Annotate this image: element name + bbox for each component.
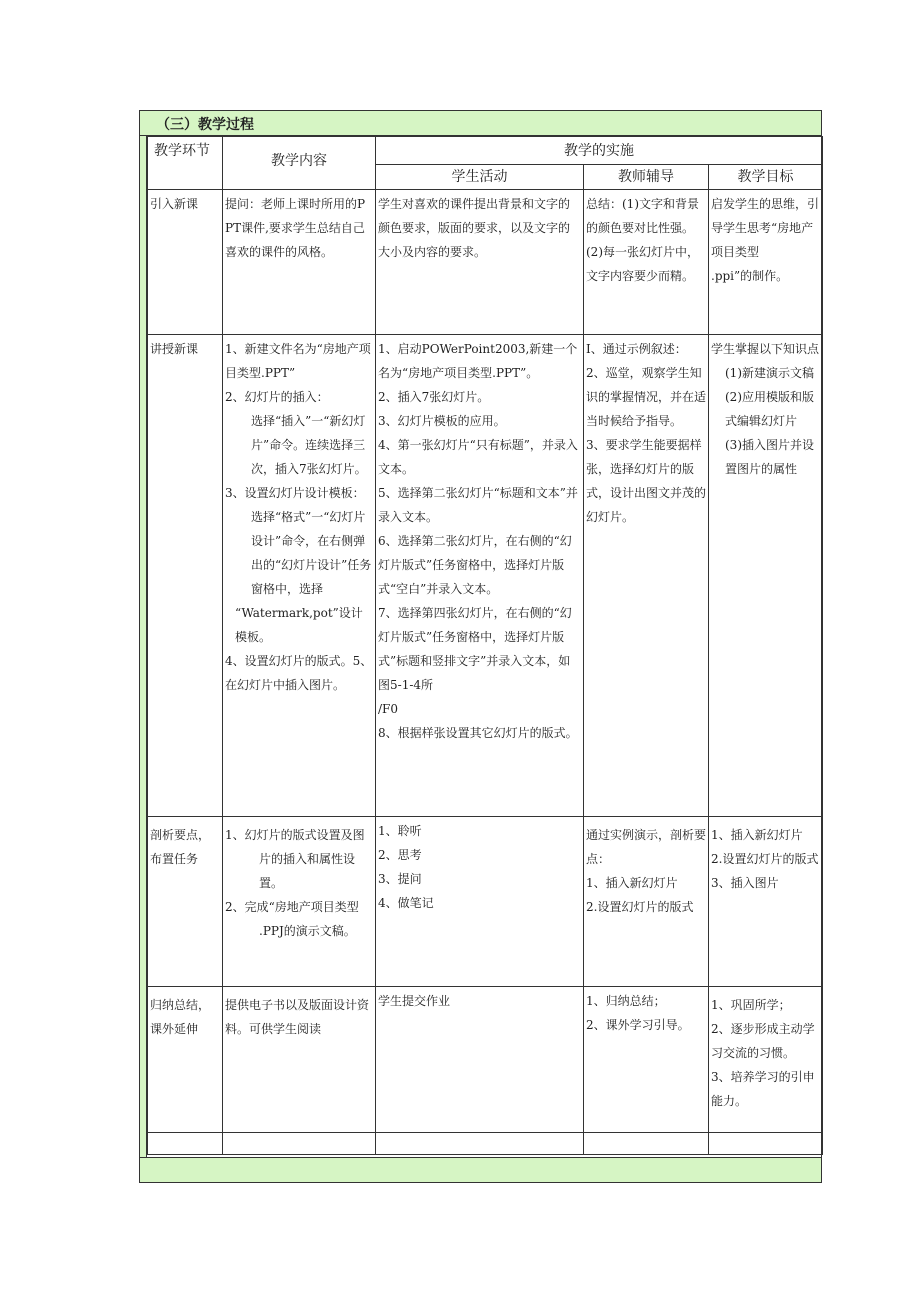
- goal-text: .ppi”的制作。: [711, 269, 789, 283]
- teacher-text: (2)每一张幻灯片中，文字内容要少而精。: [586, 245, 699, 283]
- content-text: “Watermark,pot”设计模板。: [235, 606, 363, 644]
- stage-text: 归纳总结，课外延伸: [150, 998, 211, 1036]
- student-cell: [376, 817, 584, 987]
- goal-cell: [709, 190, 823, 335]
- teacher-text: 1、插入新幻灯片: [586, 876, 678, 890]
- teacher-text: 总结：(1)文字和背景的颜色要对比性强。: [586, 197, 699, 235]
- content-cell: [223, 335, 376, 817]
- student-text: 5、选择第二张幻灯片“标题和文本”并录入文本。: [378, 486, 578, 524]
- student-text: 学生对喜欢的课件提出背景和文字的颜色要求，版面的要求，以及文字的大小及内容的要求。: [378, 197, 571, 259]
- table-row: [148, 190, 823, 335]
- content-text: 2、幻灯片的插入：: [225, 390, 329, 404]
- header-teacher: 教师辅导: [584, 165, 709, 190]
- stage-cell: [148, 817, 223, 987]
- goal-cell: [709, 817, 823, 987]
- stage-text: 剖析要点，布置任务: [150, 828, 211, 866]
- teacher-text: I、通过示例叙述：2、巡堂，观察学生知识的掌握情况，并在适当时候给予指导。: [586, 342, 707, 428]
- student-text: 8、根据样张设置其它幻灯片的版式。: [378, 726, 578, 740]
- goal-text: 1、巩固所学；: [711, 998, 791, 1012]
- student-text: 1、聆听: [378, 824, 422, 838]
- content-text: 提问：老师上课时所用的PPT课件,要求学生总结自己喜欢的课件的风格。: [225, 197, 366, 259]
- table-row: [148, 335, 823, 817]
- left-margin-strip: [139, 136, 147, 1157]
- student-text: /F0: [378, 702, 399, 716]
- empty-cell: [223, 1133, 376, 1155]
- content-cell: [223, 190, 376, 335]
- header-goal: 教学目标: [709, 165, 823, 190]
- empty-cell: [376, 1133, 584, 1155]
- teacher-cell: [584, 335, 709, 817]
- teacher-text: 通过实例演示，剖析要点：: [586, 828, 707, 866]
- student-text: 4、做笔记: [378, 896, 434, 910]
- content-cell: [223, 817, 376, 987]
- content-text: 3、设置幻灯片设计模板：: [225, 486, 365, 500]
- content-text: 1、新建文件名为“房地产项目类型.PPT”: [225, 342, 371, 380]
- stage-cell: [148, 190, 223, 335]
- teaching-process-table: [147, 136, 823, 1155]
- section-header-band: [139, 110, 822, 136]
- student-text: 3、提问: [378, 872, 422, 886]
- footer-band: [139, 1157, 822, 1183]
- content-text: 片的插入和属性设置。: [259, 852, 356, 890]
- student-text: 3、幻灯片模板的应用。: [378, 414, 506, 428]
- student-text: 4、第一张幻灯片“只有标题”，并录入文本。: [378, 438, 578, 476]
- empty-cell: [709, 1133, 823, 1155]
- content-text: 选择“格式”一“幻灯片设计”命令，在右侧弹出的“幻灯片设计”任务窗格中，选择: [251, 510, 372, 596]
- teacher-cell: [584, 987, 709, 1133]
- empty-row: [148, 1133, 823, 1155]
- goal-text: 2.设置幻灯片的版式: [711, 852, 819, 866]
- content-text: 1、幻灯片的版式设置及图: [225, 828, 365, 842]
- stage-cell: [148, 987, 223, 1133]
- empty-cell: [148, 1133, 223, 1155]
- student-text: 2、思考: [378, 848, 422, 862]
- content-text: .PPJ的演示文稿。: [259, 924, 356, 938]
- empty-cell: [584, 1133, 709, 1155]
- student-cell: [376, 190, 584, 335]
- teacher-text: 2、课外学习引导。: [586, 1018, 690, 1032]
- content-text: 2、完成“房地产项目类型: [225, 900, 359, 914]
- student-text: 2、插入7张幻灯片。: [378, 390, 490, 404]
- content-text: 选择“插入”一“新幻灯片”命令。连续选择三次，插入7张幻灯片。: [251, 414, 367, 476]
- teacher-text: 3、要求学生能要据样张，选择幻灯片的版式，设计出图文并茂的幻灯片。: [586, 438, 707, 524]
- goal-text: 1、插入新幻灯片: [711, 828, 803, 842]
- goal-text: (2)应用模版和版式编辑幻灯片: [725, 390, 814, 428]
- student-cell: [376, 335, 584, 817]
- header-implementation: 教学的实施: [376, 137, 823, 165]
- student-cell: [376, 987, 584, 1133]
- teacher-cell: [584, 190, 709, 335]
- content-text: 提供电子书以及版面设计资料。可供学生阅读: [225, 998, 370, 1036]
- section-title: （三）教学过程: [156, 117, 254, 133]
- stage-text: 讲授新课: [150, 342, 199, 356]
- goal-text: 2、逐步形成主动学习交流的习惯。: [711, 1022, 815, 1060]
- goal-text: (3)插入图片并设置图片的属性: [725, 438, 814, 476]
- header-content: 教学内容: [223, 137, 376, 190]
- header-stage: 教学环节: [148, 137, 223, 190]
- stage-cell: [148, 335, 223, 817]
- student-text: 7、选择第四张幻灯片，在右侧的“幻灯片版式”任务窗格中，选择灯片版式”标题和竖排文字”并录入文本，如图5-1-4所: [378, 606, 572, 692]
- content-cell: [223, 987, 376, 1133]
- goal-text: 3、插入图片: [711, 876, 779, 890]
- teacher-cell: [584, 817, 709, 987]
- header-row-1: [148, 137, 823, 165]
- stage-text: 引入新课: [150, 197, 199, 211]
- student-text: 1、启动POWerPoint2003,新建一个名为“房地产项目类型.PPT”。: [378, 342, 578, 380]
- student-text: 学生提交作业: [378, 994, 451, 1008]
- goal-text: 3、培养学习的引申能力。: [711, 1070, 815, 1108]
- goal-text: 学生掌握以下知识点: [711, 342, 820, 356]
- goal-cell: [709, 335, 823, 817]
- goal-cell: [709, 987, 823, 1133]
- table-row: [148, 987, 823, 1133]
- teacher-text: 1、归纳总结；: [586, 994, 666, 1008]
- header-student: 学生活动: [376, 165, 584, 190]
- content-text: 4、设置幻灯片的版式。5、在幻灯片中插入图片。: [225, 654, 373, 692]
- goal-text: (1)新建演示文稿: [725, 366, 814, 380]
- goal-text: 启发学生的思维，引导学生思考“房地产项目类型: [711, 197, 820, 259]
- teacher-text: 2.设置幻灯片的版式: [586, 900, 694, 914]
- table-row: [148, 817, 823, 987]
- student-text: 6、选择第二张幻灯片，在右侧的“幻灯片版式”任务窗格中，选择灯片版式“空白”并录入文本。: [378, 534, 572, 596]
